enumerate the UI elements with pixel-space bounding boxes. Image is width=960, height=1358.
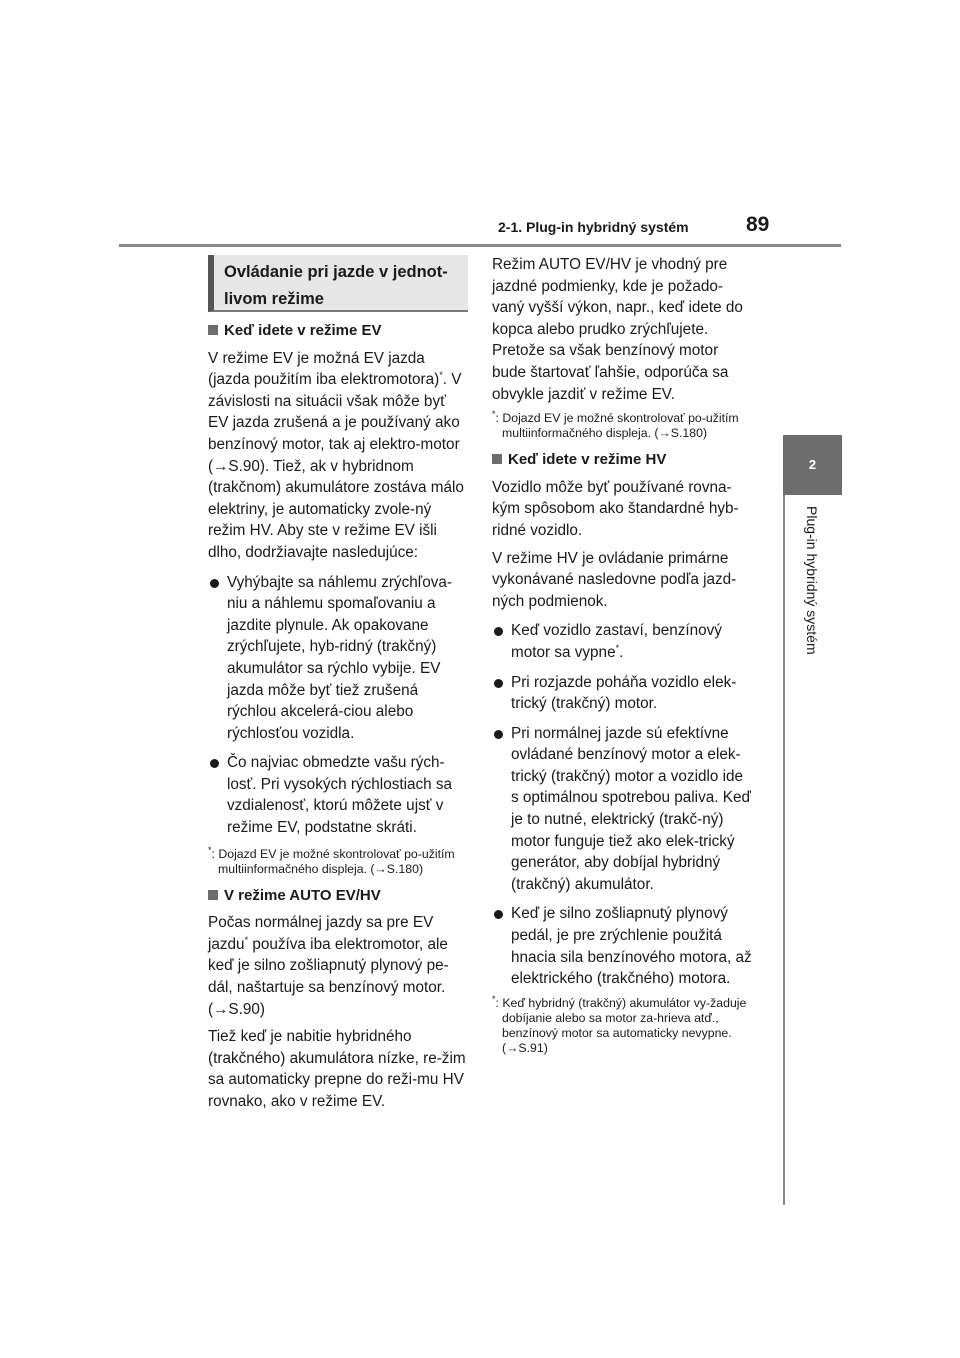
paragraph: V režime EV je možná EV jazda (jazda použitím iba elektromotora)*. V závislosti na situácii však môže byť EV jazda zrušená a je používaný ako benzínový motor, tak aj elektro-motor (→S.90). Tiež, ak v hybridnom (trakčnom) akumulátore zostáva málo elektriny, je automaticky zvole-ný režim HV. Aby ste v režime EV išli dlho, dodržiavajte nasledujúce: bbox=[208, 349, 464, 561]
paragraph: Tiež keď je nabitie hybridného (trakčného) akumulátora nízke, re-žim sa automaticky prepne do reži-mu HV rovnako, ako v režime EV. bbox=[208, 1028, 466, 1110]
paragraph: V režime HV je ovládanie primárne vykonávané nasledovne podľa jazd-ných podmienok. bbox=[492, 549, 737, 610]
bullet-item: Čo najviac obmedzte vašu rých-losť. Pri vysokých rýchlostiach sa vzdialenosť, ktorú môžete ujsť v režime EV, podstatne skráti. bbox=[208, 752, 470, 838]
section-title: Ovládanie pri jazde v jednot-livom režime bbox=[224, 263, 448, 308]
footnote: *: Dojazd EV je možné skontrolovať po-užitím multiinformačného displeja. (→S.180) bbox=[492, 409, 739, 441]
chapter-tab bbox=[783, 435, 842, 495]
page-number: 89 bbox=[746, 213, 770, 236]
bullet-item: Vyhýbajte sa náhlemu zrýchľova-niu a náhlemu spomaľovaniu a jazdite plynule. Ak opakovane zrýchľujete, hyb-ridný (trakčný) akumulátor sa rýchlo vybije. EV jazda môže byť tiež zrušená rýchlou akcelerá-ciou alebo rýchlosťou vozidla. bbox=[208, 572, 470, 745]
paragraph: Vozidlo môže byť používané rovna-kým spôsobom ako štandardné hyb-ridné vozidlo. bbox=[492, 478, 739, 539]
footnote: *: Dojazd EV je možné skontrolovať po-užitím multiinformačného displeja. (→S.180) bbox=[208, 844, 455, 876]
paragraph: Režim AUTO EV/HV je vhodný pre jazdné podmienky, kde je požado-vaný vyšší výkon, napr., keď idete do kopca alebo prudko zrýchľujete. Pretože sa však benzínový motor bude štartovať ľahšie, odporúča sa obvykle jazdiť v režime EV. bbox=[492, 256, 743, 403]
paragraph: Počas normálnej jazdy sa pre EV jazdu* používa iba elektromotor, ale keď je silno zošliapnutý plynový pe-dál, naštartuje sa benzínový motor. (→S.90) bbox=[208, 914, 449, 1018]
footnote: *: Keď hybridný (trakčný) akumulátor vy-žaduje dobíjanie alebo sa motor za-hrieva atď., benzínový motor sa automaticky nevypne. (→S.91) bbox=[492, 993, 747, 1055]
subheading-ev: Keď idete v režime EV bbox=[208, 320, 470, 342]
running-header-section: 2-1. Plug-in hybridný systém bbox=[498, 219, 689, 235]
bullet-item: Keď je silno zošliapnutý plynový pedál, je pre zrýchlenie použitá hnacia sila benzínového motora, až elektrického (trakčného) motora. bbox=[492, 903, 754, 989]
square-bullet-icon bbox=[492, 454, 502, 464]
section-title-box bbox=[208, 255, 468, 312]
bullet-item: Pri rozjazde poháňa vozidlo elek-trický (trakčný) motor. bbox=[492, 672, 754, 715]
square-bullet-icon bbox=[208, 890, 218, 900]
chapter-number: 2 bbox=[808, 457, 817, 472]
chapter-label: Plug-in hybridný systém bbox=[804, 506, 820, 655]
subheading-hv: Keď idete v režime HV bbox=[492, 449, 754, 471]
header-rule bbox=[119, 244, 841, 247]
square-bullet-icon bbox=[208, 325, 218, 335]
subheading-auto: V režime AUTO EV/HV bbox=[208, 885, 470, 907]
bullet-item: Keď vozidlo zastaví, benzínový motor sa vypne*. bbox=[492, 620, 754, 663]
bullet-item: Pri normálnej jazde sú efektívne ovládané benzínový motor a elek-trický (trakčný) motor a vozidlo ide s optimálnou spotrebou paliva. Keď je to nutné, elektrický (trakč-ný) motor funguje tiež ako elek-trický generátor, aby dobíjal hybridný (trakčný) akumulátor. bbox=[492, 723, 754, 896]
